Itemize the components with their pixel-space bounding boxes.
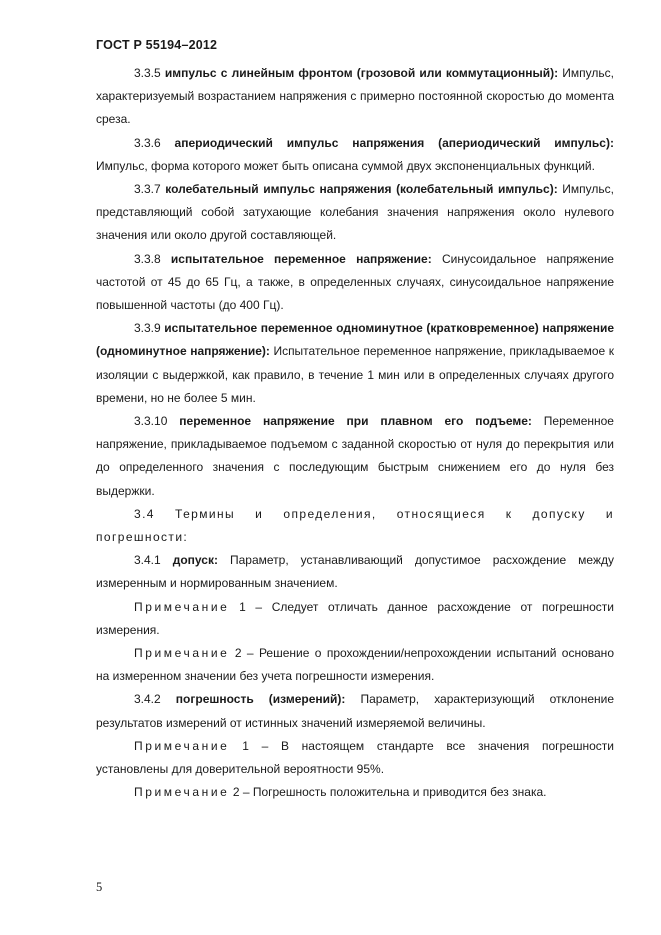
definition-text: Импульс, характеризуемый возрастанием напряжения с примерно постоянной скоростью до момента среза. bbox=[96, 66, 614, 127]
clause-number: 3.3.10 bbox=[134, 414, 168, 429]
term: импульс с линейным фронтом (грозовой или коммутационный): bbox=[164, 66, 559, 80]
clause-number: 3.4.1 bbox=[134, 553, 161, 568]
definition-text: Испытательное переменное напряжение, прикладываемое к изоляции с выдержкой, как правило, в течение 1 мин или в определенных случаях другого времени, но не более 5 мин. bbox=[96, 344, 614, 405]
definition-3-4-1 bbox=[96, 549, 614, 595]
definition-text: Синусоидальное напряжение частотой от 45 до 65 Гц, а также, в определенных случаях, синусоидальное напряжение повышенной частоты (до 400 Гц). bbox=[96, 251, 614, 313]
term: допуск: bbox=[172, 553, 218, 568]
definition-text: Импульс, форма которого может быть описана суммой двух экспоненциальных функций. bbox=[96, 158, 595, 173]
note-text: 2 – Решение о прохождении/непрохождении испытаний основано на измеренном значении без учета погрешности измерения. bbox=[96, 646, 614, 684]
note-3-4-2-2 bbox=[96, 781, 614, 804]
clause-number: 3.3.9 bbox=[134, 321, 161, 336]
note-label: Примечание bbox=[134, 785, 230, 800]
note-text: 2 – Погрешность положительна и приводится без знака. bbox=[232, 785, 547, 800]
note-3-4-2-1 bbox=[96, 735, 614, 781]
definition-3-3-10 bbox=[96, 410, 614, 503]
term: погрешность (измерений): bbox=[175, 692, 346, 707]
note-text: 1 – В настоящем стандарте все значения погрешности установлены для доверительной вероятности 95%. bbox=[96, 738, 614, 777]
term: испытательное переменное напряжение: bbox=[170, 251, 432, 266]
definition-text: Параметр, характеризующий отклонение результатов измерений от истинных значений измеряемой величины. bbox=[96, 692, 614, 730]
definition-text: Параметр, устанавливающий допустимое расхождение между измеренным и нормированным значением. bbox=[96, 553, 614, 591]
definition-3-3-7 bbox=[96, 178, 614, 248]
clause-number: 3.3.7 bbox=[134, 182, 161, 197]
document-body bbox=[96, 62, 614, 805]
term: апериодический импульс напряжения (апериодический импульс): bbox=[174, 135, 614, 150]
clause-number: 3.4.2 bbox=[134, 692, 161, 707]
clause-number: 3.3.5 bbox=[134, 66, 161, 80]
note-label: Примечание bbox=[134, 599, 230, 614]
clause-number: 3.3.6 bbox=[134, 135, 161, 150]
note-label: Примечание bbox=[134, 646, 230, 661]
definition-3-4-2 bbox=[96, 688, 614, 734]
document-header: ГОСТ Р 55194–2012 bbox=[96, 38, 218, 52]
clause-number: 3.3.8 bbox=[134, 251, 161, 266]
note-label: Примечание bbox=[134, 738, 230, 753]
term: переменное напряжение при плавном его подъеме: bbox=[179, 414, 532, 429]
note-text: 1 – Следует отличать данное расхождение от погрешности измерения. bbox=[96, 599, 614, 637]
note-3-4-1-2 bbox=[96, 642, 614, 688]
definition-3-3-5 bbox=[96, 62, 614, 132]
note-3-4-1-1 bbox=[96, 596, 614, 642]
definition-3-3-6 bbox=[96, 132, 614, 178]
term: колебательный импульс напряжения (колебательный импульс): bbox=[165, 182, 558, 197]
definition-3-3-8 bbox=[96, 248, 614, 318]
definition-text: Импульс, представляющий собой затухающие колебания значения напряжения около нулевого значения или около другой составляющей. bbox=[96, 182, 614, 243]
section-3-4-heading bbox=[96, 503, 614, 549]
definition-3-3-9 bbox=[96, 317, 614, 410]
page-number: 5 bbox=[96, 880, 103, 894]
term: испытательное переменное одноминутное (кратковременное) напряжение (одноминутное напряжение): bbox=[96, 321, 614, 359]
section-heading-text: 3.4 Термины и определения, относящиеся к допуску и погрешности: bbox=[96, 506, 614, 545]
definition-text: Переменное напряжение, прикладываемое подъемом с заданной скоростью от нуля до перекрытия или до определенного значения с последующим быстрым снижением его до нуля без выдержки. bbox=[96, 414, 614, 498]
